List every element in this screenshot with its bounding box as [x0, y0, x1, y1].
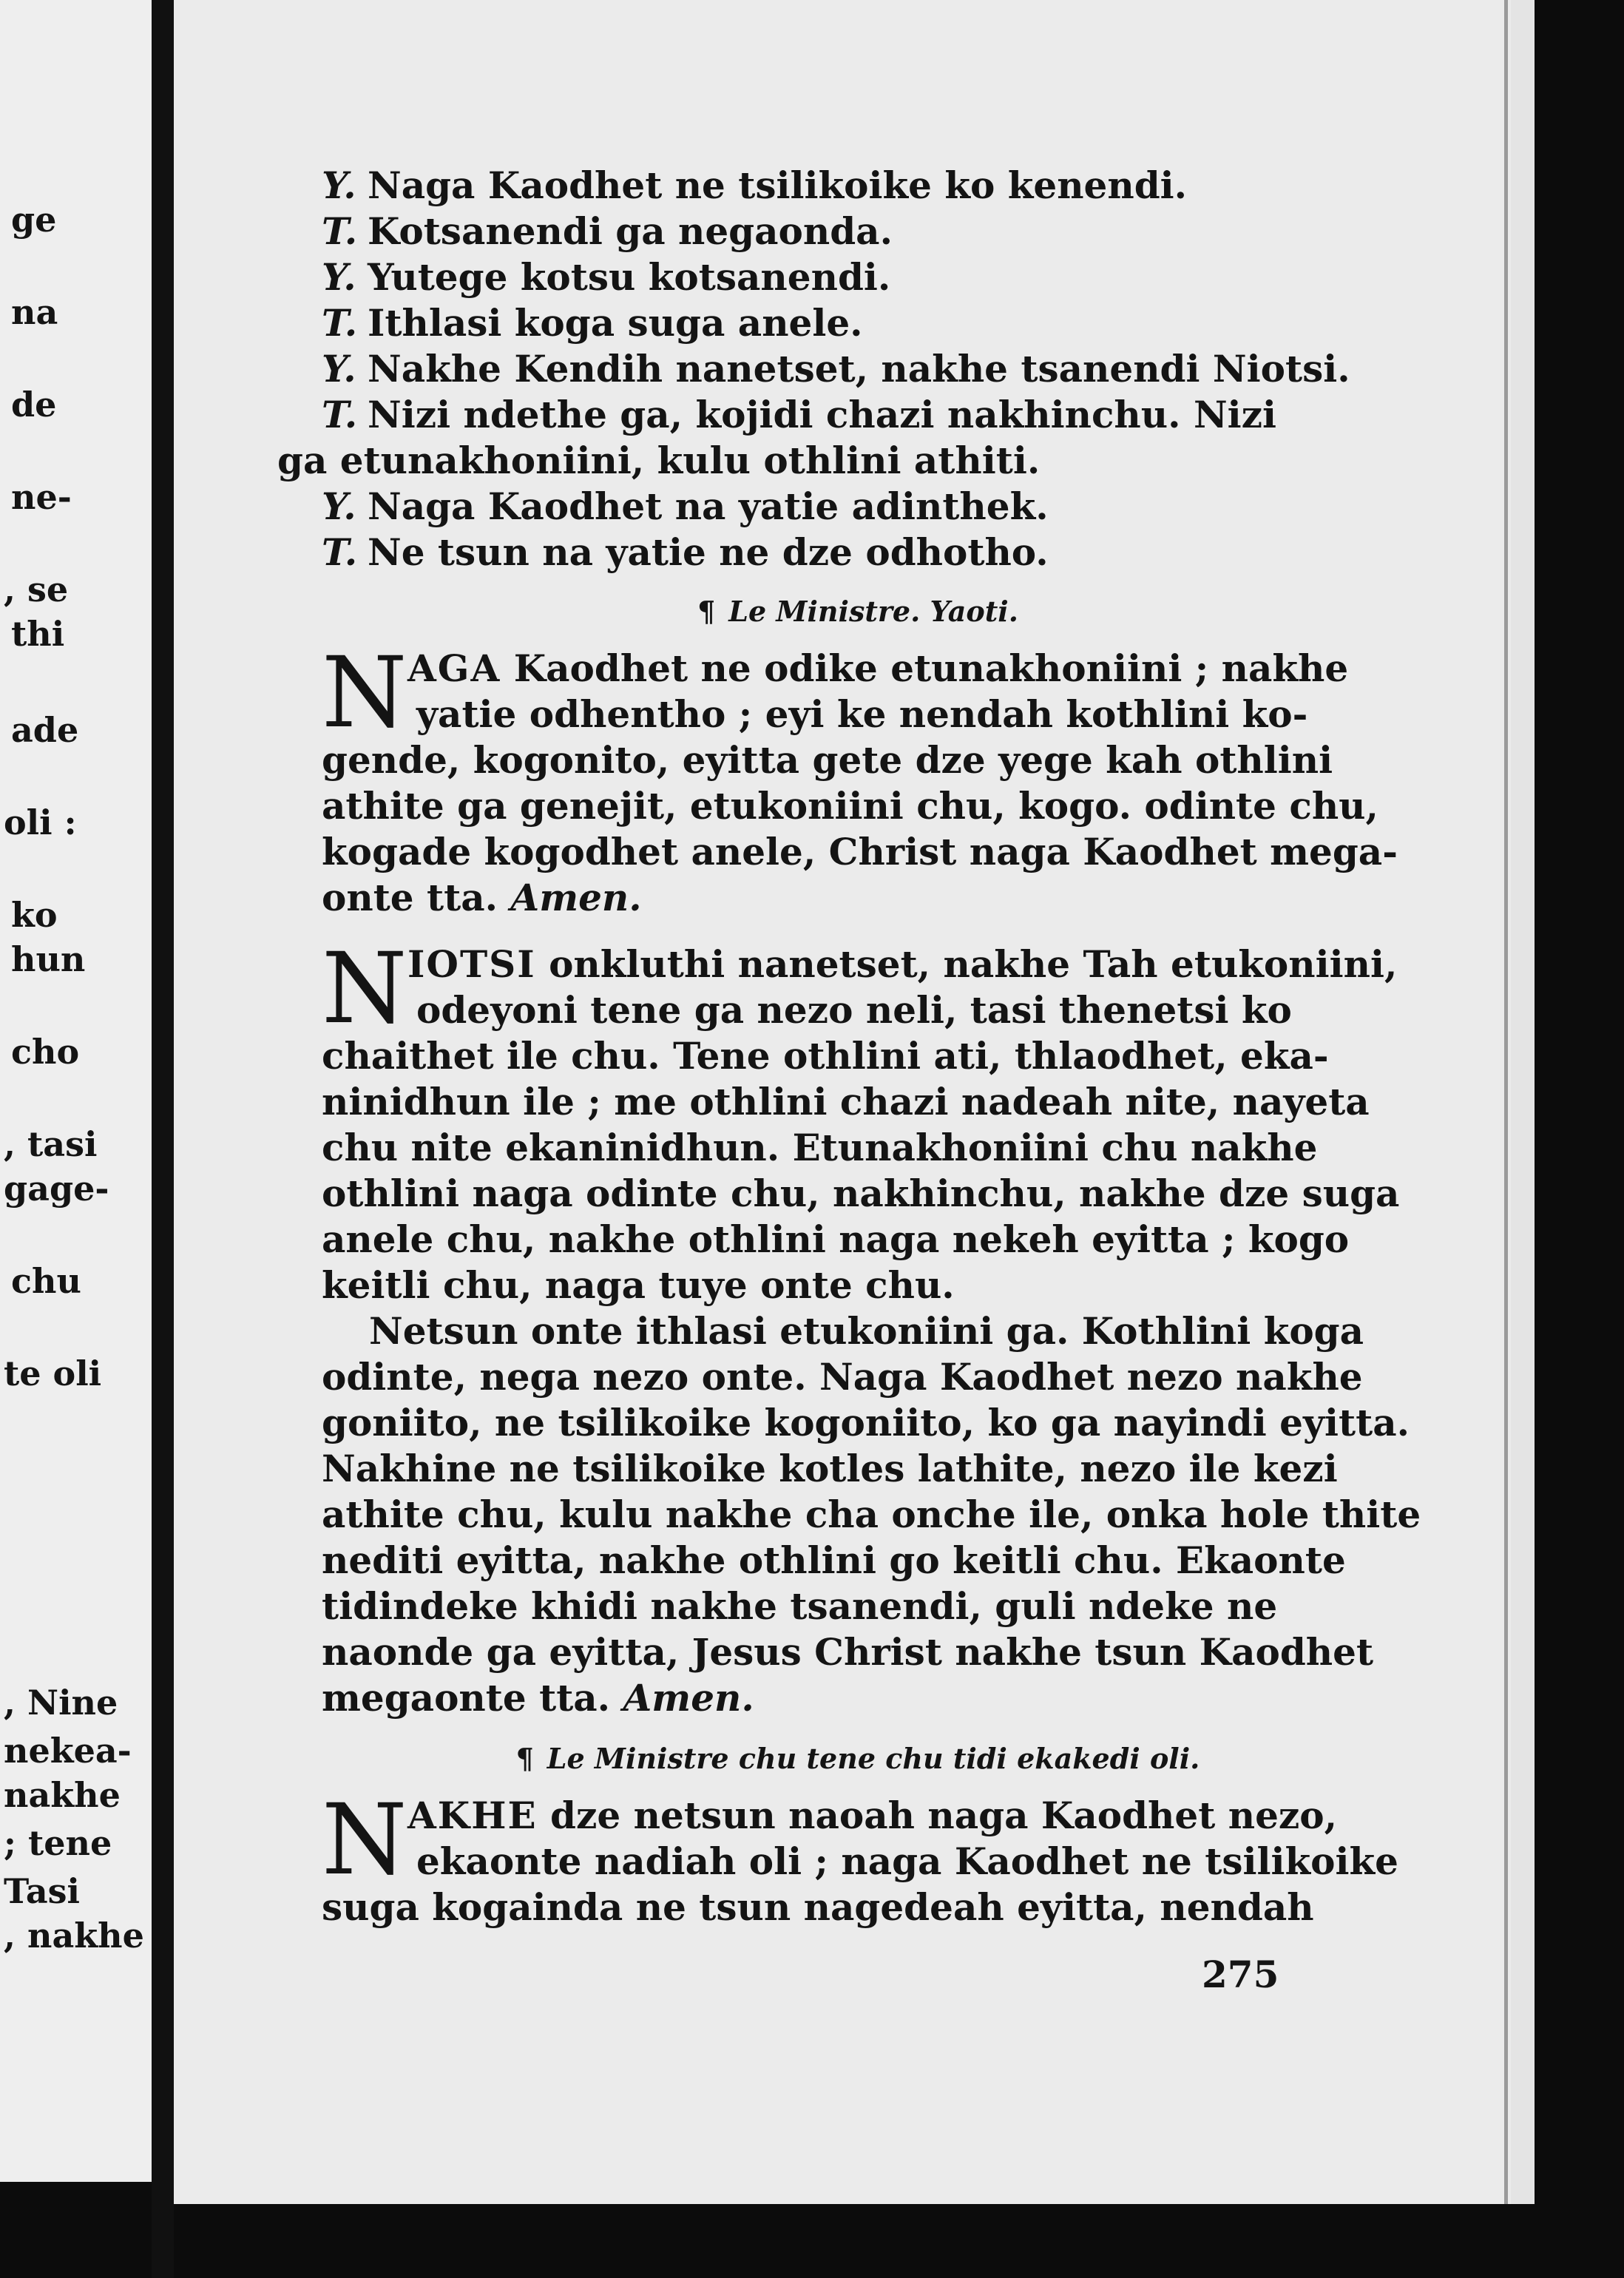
response-line	[322, 346, 1394, 392]
prayer-1	[322, 636, 1398, 921]
prayer-3	[322, 1783, 1398, 1930]
amen-text: Amen.	[510, 876, 642, 919]
prayer-line	[322, 875, 1394, 921]
prayer-line: Nakhine ne tsilikoike kotles lathite, nezo ile kezi	[322, 1447, 1338, 1490]
rubric-minister	[322, 595, 1394, 628]
left-page-fragment: thi	[11, 614, 65, 654]
drop-cap: N	[322, 1783, 407, 1897]
left-page-fragment: te oli	[4, 1353, 102, 1393]
response-label: Y.	[322, 347, 356, 391]
prayer-line: athite ga genejit, etukoniini chu, kogo. odinte chu,	[322, 784, 1378, 828]
left-page-fragment: cho	[11, 1032, 80, 1072]
small-caps-word: IOTSI	[407, 942, 536, 986]
pilcrow-icon: ¶	[515, 1742, 534, 1775]
response-line	[322, 392, 1394, 438]
response-text: Ne tsun na yatie ne dze odhotho.	[368, 530, 1049, 574]
prayer-line: nediti eyitta, nakhe othlini go keitli chu. Ekaonte	[322, 1538, 1346, 1582]
left-page-fragment: , Nine	[4, 1683, 118, 1723]
prayer-line: yatie odhentho ; eyi ke nendah kothlini ko-	[416, 692, 1308, 736]
left-page-fragment: hun	[11, 939, 86, 979]
prayer-line: Netsun onte ithlasi etukoniini ga. Kothlini koga	[369, 1309, 1364, 1353]
rubric-text: Le Ministre chu tene chu tidi ekakedi oli.	[547, 1742, 1200, 1775]
response-label: T.	[322, 209, 358, 253]
prayer-line: naonde ga eyitta, Jesus Christ nakhe tsun Kaodhet	[322, 1630, 1374, 1674]
response-line	[322, 209, 1394, 254]
prayer-line	[322, 646, 1394, 692]
pilcrow-icon: ¶	[697, 595, 716, 628]
left-page-fragment: de	[11, 385, 57, 425]
prayer-line: othlini naga odinte chu, nakhinchu, nakhe dze suga	[322, 1172, 1400, 1215]
response-label: T.	[322, 530, 358, 574]
response-text: Ithlasi koga suga anele.	[368, 301, 863, 345]
response-label: Y.	[322, 255, 356, 299]
response-label: T.	[322, 301, 358, 345]
prayer-line	[322, 1675, 1394, 1721]
response-line	[322, 300, 1394, 346]
left-page-fragment: ge	[11, 200, 57, 240]
response-line	[322, 530, 1394, 575]
response-text: Naga Kaodhet na yatie adinthek.	[368, 484, 1049, 528]
left-page-fragment: gage-	[4, 1169, 109, 1209]
response-line	[322, 254, 1394, 300]
left-page-fragment: , se	[4, 570, 69, 609]
prayer-line: chu nite ekaninidhun. Etunakhoniini chu nakhe	[322, 1126, 1318, 1169]
drop-cap: N	[322, 932, 407, 1046]
prayer-line: suga kogainda ne tsun nagedeah eyitta, nendah	[322, 1885, 1314, 1929]
small-caps-word: AKHE	[407, 1794, 538, 1837]
left-page-fragment: ; tene	[4, 1823, 112, 1863]
facing-page-fragment	[0, 0, 152, 2182]
prayer-line: goniito, ne tsilikoike kogoniito, ko ga nayindi eyitta.	[322, 1401, 1410, 1444]
left-page-fragment: ne-	[11, 477, 72, 517]
versicles-responses	[277, 163, 1394, 575]
line-text: onkluthi nanetset, nakhe Tah etukoniini,	[535, 942, 1398, 986]
page-content	[277, 163, 1421, 1951]
prayer-line: anele chu, nakhe othlini naga nekeh eyitta ; kogo	[322, 1217, 1350, 1261]
prayer-line	[322, 1793, 1394, 1839]
response-label: Y.	[322, 163, 356, 207]
page-margin-strip	[1511, 0, 1535, 2204]
rubric-minister-people	[322, 1742, 1394, 1775]
page-number: 275	[1202, 1953, 1279, 1996]
book-page	[174, 0, 1535, 2204]
line-text: onte tta.	[322, 876, 511, 919]
prayer-line: ninidhun ile ; me othlini chazi nadeah nite, nayeta	[322, 1080, 1370, 1123]
left-page-fragment: nekea-	[4, 1731, 132, 1771]
response-text: Kotsanendi ga negaonda.	[368, 209, 893, 253]
drop-cap: N	[322, 636, 407, 750]
left-page-fragment: ade	[11, 710, 79, 750]
left-page-fragment: , tasi	[4, 1124, 98, 1164]
book-gutter	[152, 0, 174, 2278]
prayer-line: odinte, nega nezo onte. Naga Kaodhet nezo nakhe	[322, 1355, 1363, 1399]
response-label: Y.	[322, 484, 356, 528]
response-line	[277, 438, 1394, 484]
prayer-line: tidindeke khidi nakhe tsanendi, guli ndeke ne	[322, 1584, 1278, 1628]
prayer-line	[322, 942, 1398, 987]
left-page-fragment: ko	[11, 895, 58, 935]
line-text: Kaodhet ne odike etunakhoniini ; nakhe	[501, 646, 1349, 690]
prayer-line: gende, kogonito, eyitta gete dze yege kah othlini	[322, 738, 1333, 782]
line-text: megaonte tta.	[322, 1676, 623, 1720]
left-page-fragment: oli :	[4, 802, 77, 842]
prayer-line: athite chu, kulu nakhe cha onche ile, onka hole thite	[322, 1493, 1421, 1536]
left-page-fragment: chu	[11, 1261, 81, 1301]
response-text: Naga Kaodhet ne tsilikoike ko kenendi.	[368, 163, 1188, 207]
response-text: ga etunakhoniini, kulu othlini athiti.	[277, 439, 1041, 482]
prayer-2	[322, 932, 1421, 1721]
prayer-line: odeyoni tene ga nezo neli, tasi thenetsi ko	[416, 988, 1292, 1032]
left-page-fragment: na	[11, 292, 58, 332]
response-line	[322, 163, 1394, 209]
response-label: T.	[322, 393, 358, 436]
prayer-line: keitli chu, naga tuye onte chu.	[322, 1263, 955, 1307]
response-text: Nakhe Kendih nanetset, nakhe tsanendi Niotsi.	[368, 347, 1350, 391]
prayer-line: chaithet ile chu. Tene othlini ati, thlaodhet, eka-	[322, 1034, 1329, 1078]
page-edge	[1504, 0, 1508, 2204]
response-text: Nizi ndethe ga, kojidi chazi nakhinchu. Nizi	[368, 393, 1277, 436]
amen-text: Amen.	[623, 1676, 754, 1720]
response-text: Yutege kotsu kotsanendi.	[368, 255, 891, 299]
rubric-text: Le Ministre. Yaoti.	[728, 595, 1018, 628]
prayer-line: kogade kogodhet anele, Christ naga Kaodhet mega-	[322, 830, 1398, 873]
left-page-fragment: , nakhe	[4, 1916, 144, 1956]
small-caps-word: AGA	[407, 646, 501, 690]
response-line	[322, 484, 1394, 530]
left-page-fragment: Tasi	[4, 1871, 81, 1911]
left-page-fragment: nakhe	[4, 1775, 121, 1815]
prayer-line: ekaonte nadiah oli ; naga Kaodhet ne tsilikoike	[416, 1839, 1398, 1883]
line-text: dze netsun naoah naga Kaodhet nezo,	[537, 1794, 1338, 1837]
